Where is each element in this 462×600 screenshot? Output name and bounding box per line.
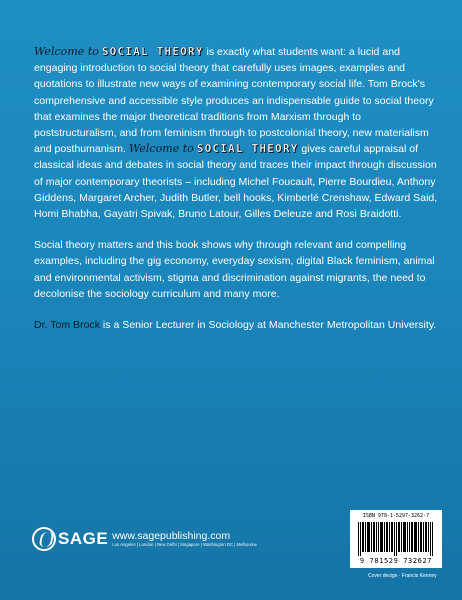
welcome-to-script: Welcome to bbox=[34, 45, 99, 58]
publisher-block bbox=[32, 527, 257, 551]
publisher-name: SAGE bbox=[58, 529, 109, 548]
isbn-barcode bbox=[350, 510, 442, 568]
welcome-to-script-2: Welcome to bbox=[128, 142, 194, 156]
blurb-text-2: gives careful appraisal of classical ideas and debates in social theory and traces their impact through discussion of major contemporary theorists – including Michel Foucault, Pierre Bourdieu, Anthony Giddens, Margaret Archer, Judith Butler, bell hooks, Kimberlé Crenshaw, Edward Said, Homi Bhabha, Gayatri Spivak, Bruno Latour, Gilles Deleuze and Rosi Braidotti. bbox=[34, 143, 438, 221]
isbn-label: ISBN 978-1-5297-3262-7 bbox=[362, 513, 430, 519]
barcode-icon bbox=[358, 522, 434, 556]
social-theory-title-2: SOCIAL THEORY bbox=[196, 142, 299, 156]
blurb-text-1: is exactly what students want: a lucid and engaging introduction to social theory that carefully uses images, examples and quotations to illustrate new ways of examining contemporary social life. Tom Brock's comprehensive and accessible style produces an indispensable guide to social theory that examines the major theoretical traditions from Marxism through to poststructuralism, and from feminism through to postcolonial theory, new materialism and posthumanism. bbox=[34, 46, 434, 156]
social-theory-title: SOCIAL THEORY bbox=[101, 45, 204, 58]
author-bio bbox=[34, 317, 438, 333]
publisher-url: www.sagepublishing.com bbox=[112, 530, 231, 542]
blurb-paragraph-1 bbox=[34, 44, 438, 222]
publisher-text bbox=[112, 530, 257, 548]
isbn-digits: 9 781529 732627 bbox=[359, 557, 433, 565]
sage-logo-icon bbox=[32, 527, 56, 551]
publisher-cities: Los Angeles | London | New Delhi | Singapore | Washington DC | Melbourne bbox=[112, 542, 257, 547]
blurb-text bbox=[34, 44, 438, 348]
author-bio-text: is a Senior Lecturer in Sociology at Manchester Metropolitan University. bbox=[100, 319, 437, 332]
blurb-paragraph-2: Social theory matters and this book shows why through relevant and compelling examples, including the gig economy, everyday sexism, digital Black feminism, animal and environmental activism, stigma and discrimination against migrants, the need to decolonise the sociology curriculum and many more. bbox=[34, 239, 435, 300]
cover-design-credit: Cover design · Francis Kenney bbox=[368, 573, 437, 579]
author-name: Dr. Tom Brock bbox=[34, 319, 100, 332]
